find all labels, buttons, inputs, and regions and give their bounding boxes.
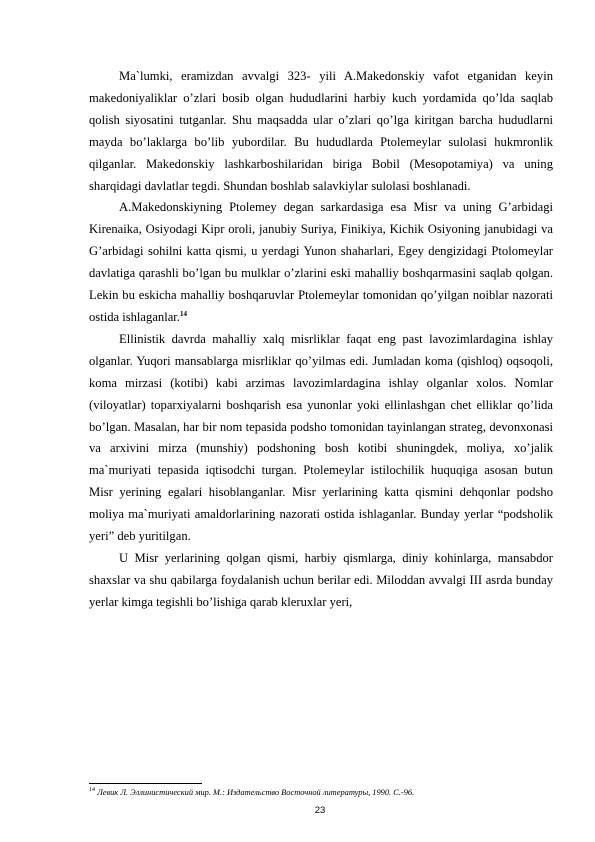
paragraph-3 <box>89 329 553 548</box>
paragraph-3-text: Ellinistik davrda mahalliy xalq misrliklar faqat eng past lavozimlardagina ishlay olganlar. Yuqori mansablarga misrliklar qo’yilmas edi. Jumladan koma (qishloq) oqsoqoli, koma mirzasi (kotibi) kabi arzimas lavozimlardagina ishlay olganlar xolos. Nomlar (viloyatlar) toparxiyalarni boshqarish esa yunonlar yoki ellinlashgan chet elliklar qo’lida bo’lgan. Masalan, har bir nom tepasida podsho tomonidan tayinlangan strateg, devonxonasi va arxivini mirza (munshiy) podshoning bosh kotibi shuningdek, moliya, xo’jalik ma`muriyati tepasida iqtisodchi turgan. Ptolemeylar istilochilik huquqiga asosan butun Misr yerining egalari hisoblanganlar. Misr yerlarining katta qismini dehqonlar podsho moliya ma`muriyati amaldorlarining nazorati ostida ishlaganlar. Bunday yerlar “podsholik yeri” deb yuritilgan. <box>89 331 553 544</box>
paragraph-4-text: U Misr yerlarining qolgan qismi, harbiy qismlarga, diniy kohinlarga, mansabdor shaxslar va shu qabilarga foydalanish uchun berilar edi. Miloddan avvalgi III asrda bunday yerlar kimga tegishli bo’lishiga qarab kleruxlar yeri, <box>89 550 553 609</box>
paragraph-1 <box>89 66 553 197</box>
paragraph-2 <box>89 197 553 328</box>
paragraph-4 <box>89 548 553 614</box>
body-text <box>89 66 553 614</box>
footnote-number: 14 <box>89 787 95 794</box>
footnote-divider <box>89 783 202 784</box>
paragraph-2-text: A.Makedonskiyning Ptolemey degan sarkardasiga esa Misr va uning G’arbidagi Kirenaika, Osiyodagi Kipr oroli, janubiy Suriya, Finikiya, Kichik Osiyoning janubidagi va G’arbidagi sohilni katta qismi, u yerdagi Yunon shaharlari, Egey dengizidagi Ptolomeylar davlatiga qarashli bo’lgan bu mulklar o’zlarini eski mahalliy boshqarmasini saqlab qolgan. Lekin bu eskicha mahalliy boshqaruvlar Ptolemeylar tomonidan qo’yilgan noiblar nazorati ostida ishlaganlar. <box>89 200 553 324</box>
paragraph-1-text: Ma`lumki, eramizdan avvalgi 323- yili A.Makedonskiy vafot etganidan keyin makedoniyaliklar o’zlari bosib olgan hududlarini harbiy kuch yordamida qo’lda saqlab qolish siyosatini tutganlar. Shu maqsadda ular o’zlari qo’lga kiritgan barcha hududlarni mayda bo’laklarga bo’lib yubordilar. Bu hududlarda Ptolemeylar sulolasi hukmronlik qilganlar. Makedonskiy lashkarboshilaridan biriga Bobil (Mesopotamiya) va uning sharqidagi davlatlar tegdi. Shundan boshlab salavkiylar sulolasi boshlanadi. <box>89 69 553 193</box>
footnote-text: Левик Л. Эллинистический мир. М.: Издательство Восточной литературы, 1990. С.-96. <box>97 788 415 797</box>
footnote-marker[interactable]: 14 <box>179 309 187 318</box>
page-number: 23 <box>314 805 326 816</box>
footnote <box>89 787 553 798</box>
